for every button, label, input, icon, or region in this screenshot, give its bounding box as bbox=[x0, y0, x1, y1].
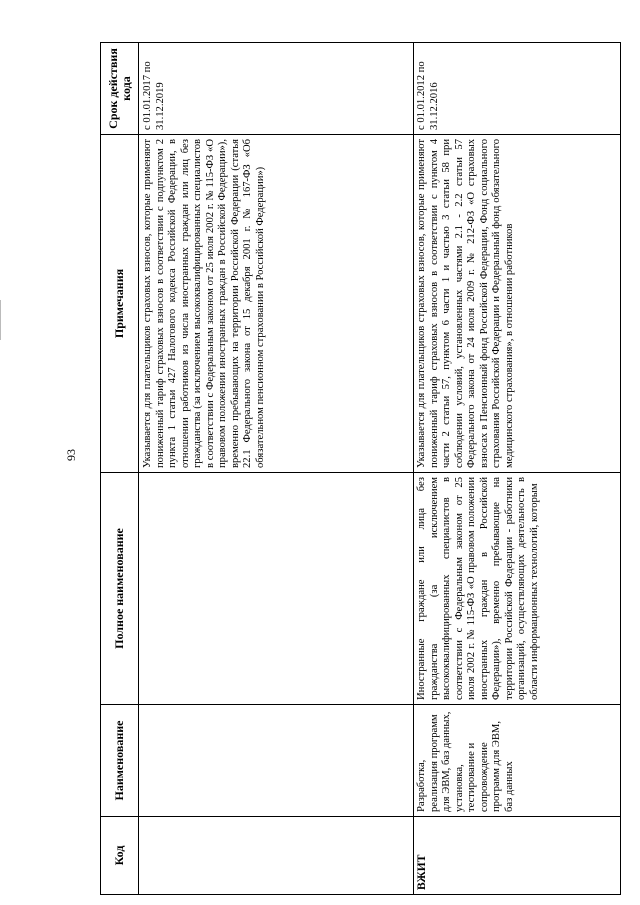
cell-term: с 01.01.2017 по 31.12.2019 bbox=[139, 43, 414, 135]
header-full-name: Полное наименование bbox=[101, 473, 139, 705]
header-code: Код bbox=[101, 817, 139, 895]
header-name: Наименование bbox=[101, 705, 139, 817]
scan-edge-mark bbox=[0, 300, 7, 340]
cell-full-name: Иностранные граждане или лица без гражданства (за исключением высококвалифицированных специалистов в соответствии с Федеральным законом от 25 июля 2002 г. № 115-ФЗ «О правовом положении иностранных граждан в Российской Федерации»), временно пребывающие на территории Российской Федерации - работники организаций, осуществляющих деятельность в области информационных технологий, которым bbox=[414, 473, 621, 705]
table-row bbox=[414, 43, 621, 895]
cell-code bbox=[139, 817, 414, 895]
cell-name: Разработка, реализация программ для ЭВМ, баз данных, установка, тестирование и сопровождение программ для ЭВМ, баз данных bbox=[414, 705, 621, 817]
cell-name bbox=[139, 705, 414, 817]
header-notes: Примечания bbox=[101, 135, 139, 473]
cell-notes: Указывается для плательщиков страховых взносов, которые применяют пониженный тариф страховых взносов в соответствии с подпунктом 2 пункта 1 статьи 427 Налогового кодекса Российской Федерации, в отношении работников из числа иностранных граждан или лиц без гражданства (за исключением высококвалифицированных специалистов в соответствии с Федеральным законом от 25 июля 2002 г. № 115-ФЗ «О правовом положении иностранных граждан в Российской Федерации»), временно пребывающих на территории Российской Федерации (статья 22.1 Федерального закона от 15 декабря 2001 г. № 167-ФЗ «Об обязательном пенсионном страховании в Российской Федерации») bbox=[139, 135, 414, 473]
codes-table bbox=[100, 42, 621, 895]
cell-full-name bbox=[139, 473, 414, 705]
table-header-row bbox=[101, 43, 139, 895]
cell-notes: Указывается для плательщиков страховых взносов, которые применяют пониженный тариф страховых взносов в соответствии с пунктом 4 части 2 статьи 57, пунктом 6 части 1 и частью 3 статьи 58 при соблюдении условий, установленных частями 2.1 - 2.2 статьи 57 Федерального закона от 24 июля 2009 г. № 212-ФЗ «О страховых взносах в Пенсионный фонд Российской Федерации, Фонд социального страхования Российской Федерации и Федеральный фонд обязательного медицинского страхования», в отношении работников bbox=[414, 135, 621, 473]
cell-code: ВЖИТ bbox=[414, 817, 621, 895]
header-term: Срок действия кода bbox=[101, 43, 139, 135]
table-row bbox=[139, 43, 414, 895]
rotated-table-container bbox=[100, 43, 620, 895]
cell-term: с 01.01.2012 по 31.12.2016 bbox=[414, 43, 621, 135]
page-number: 93 bbox=[64, 449, 78, 461]
